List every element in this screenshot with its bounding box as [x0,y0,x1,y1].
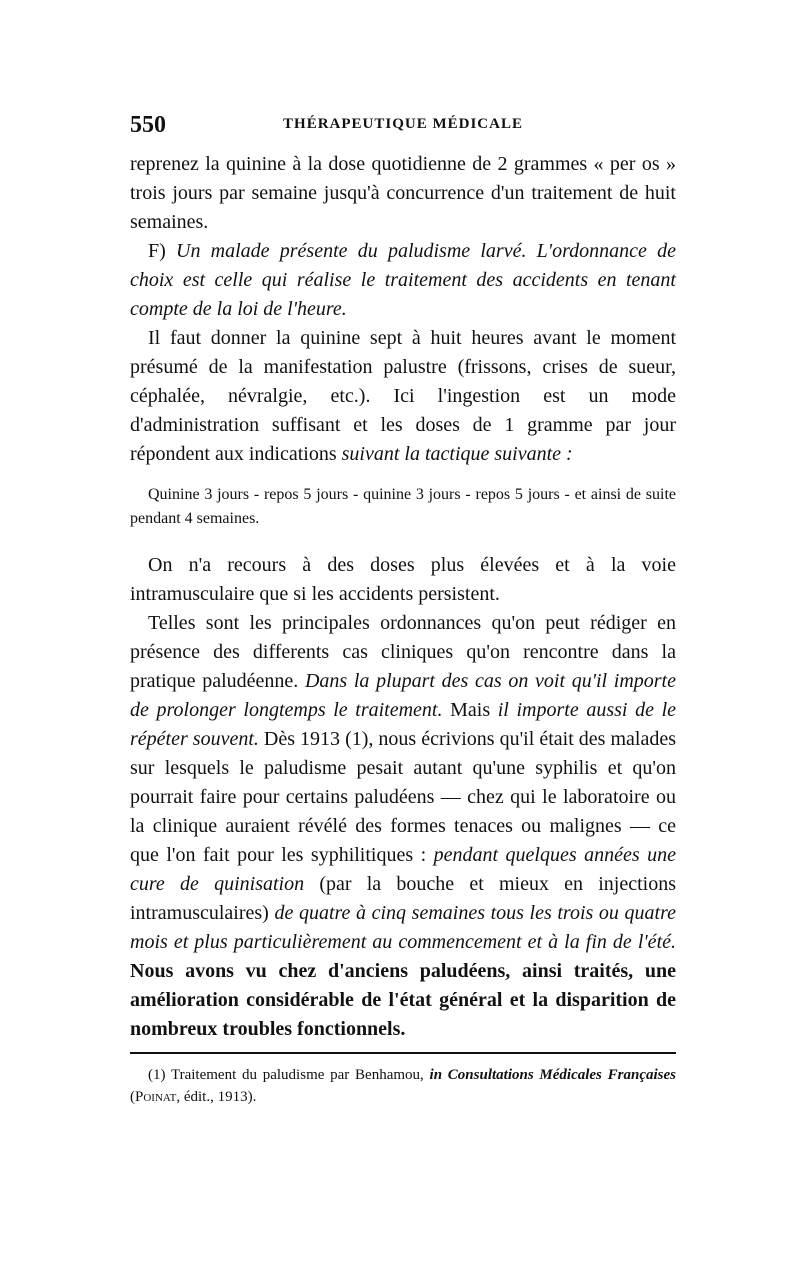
summary-g: (par la bouche et mieux en injections intramusculaires) [130,873,677,924]
footnote-publisher: Poinat [135,1089,177,1105]
paragraph-dosage [130,324,676,469]
case-label: F) [148,240,176,262]
dosage-italic: suivant la tactique suivante : [341,443,573,465]
paragraph-case-f [130,237,676,324]
footnote [130,1064,676,1108]
summary-c: Mais [442,699,498,721]
summary-b: Dans la plupart des cas on voit qu'il importe de prolonger longtemps le traitement. [130,670,676,721]
body-text [130,150,676,1044]
footnote-rule [130,1052,676,1054]
page-number: 550 [130,112,166,138]
running-title: THÉRAPEUTIQUE MÉDICALE [283,116,523,132]
paragraph-recourse: On n'a recours à des doses plus élevées et à la voie intramusculaire que si les accidents persistent. [130,554,676,605]
paragraph-continuation: reprenez la quinine à la dose quotidienne de 2 grammes « per os » trois jours par semaine jusqu'à concurrence d'un traitement de huit semaines. [130,153,676,233]
case-heading: Un malade présente du paludisme larvé. L'ordonnance de choix est celle qui réalise le traitement des accidents en tenant compte de la loi de l'heure. [130,240,676,320]
footnote-text-a: Traitement du paludisme par Benhamou, [170,1067,430,1083]
page-header [130,112,676,140]
footnote-source: in Consultations Médicales Françaises [429,1067,676,1083]
summary-h: de quatre à cinq semaines tous les trois ou quatre mois et plus particulièrement au commencement et à la fin de l'été. [130,902,676,953]
dosage-text: Il faut donner la quinine sept à huit heures avant le moment présumé de la manifestation palustre (frissons, crises de sueur, céphalée, névralgie, etc.). Ici l'ingestion est un mode d'administration suffisant et les doses de 1 gramme par jour répondent aux indications [130,327,676,465]
summary-a: Telles sont les principales ordonnances qu'on peut rédiger en présence des differents cas cliniques qu'on rencontre dans la pratique paludéenne. [130,612,676,692]
summary-i: Nous avons vu chez d'anciens paludéens, ainsi traités, une amélioration considérable de l'état général et la disparition de nombreux troubles fonctionnels. [130,960,676,1040]
schedule-text: Quinine 3 jours - repos 5 jours - quinine 3 jours - repos 5 jours - et ainsi de suite pendant 4 semaines. [130,486,676,527]
footnote-text-c: , édit., 1913). [176,1089,257,1105]
summary-d: il importe aussi de le répéter souvent. [130,699,677,750]
summary-e: Dès 1913 (1), nous écrivions qu'il était des malades sur lesquels le paludisme pesait autant qu'une syphilis et qu'on pourrait faire pour certains paludéens — chez qui le laboratoire ou la clinique auraient révélé des formes tenaces ou malignes — ce que l'on fait pour les syphilitiques : [130,728,676,866]
footnote-text-b: ( [130,1089,135,1105]
summary-f: pendant quelques années une cure de quinisation [130,844,676,895]
footnote-marker: (1) [148,1067,171,1083]
paragraph-summary [130,609,676,1044]
